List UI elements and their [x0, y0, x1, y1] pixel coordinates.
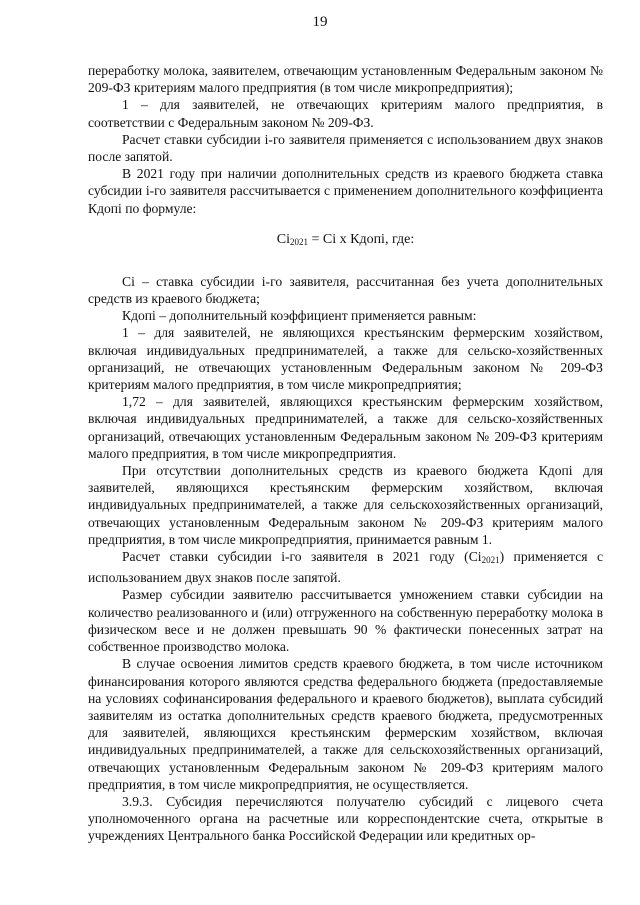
- paragraph: В случае освоения лимитов средств краевого бюджета, в том числе источником финансирования которого являются средства федерального бюджета (предоставляемые на условиях софинансирования федерального и краевого бюджетов), выплата субсидий заявителям из остатка дополнительных средств краевого бюджета, предусмотренных для заявителей, являющихся крестьянским фермерским хозяйством, включая индивидуальных предпринимателей, а также для сельскохозяйственных организаций, отвечающих установленным Федеральным законом № 209-ФЗ критериям малого предприятия, в том числе микропредприятия, не осуществляется.: [88, 656, 603, 792]
- paragraph: В 2021 году при наличии дополнительных средств из краевого бюджета ставка субсидии i-го заявителя рассчитывается с применением дополнительного коэффициента Кдопi по формуле:: [88, 166, 603, 216]
- paragraph-text-after: ) применяется с использованием двух знаков после запятой.: [88, 549, 603, 586]
- paragraph: При отсутствии дополнительных средств из краевого бюджета Кдопi для заявителей, являющихся крестьянским фермерским хозяйством, включая индивидуальных предпринимателей, а также для сельскохозяйственных организаций, отвечающих установленным Федеральным законом № 209-ФЗ критериям малого предприятия, в том числе микропредприятия, принимается равным 1.: [88, 463, 603, 547]
- paragraph: Кдопi – дополнительный коэффициент применяется равным:: [122, 308, 477, 324]
- paragraph: Ci – ставка субсидии i-го заявителя, рассчитанная без учета дополнительных средств из краевого бюджета;: [88, 273, 603, 307]
- formula-rhs: = Ci х Кдопi, где:: [307, 231, 415, 247]
- paragraph: Размер субсидии заявителю рассчитывается умножением ставки субсидии на количество реализованного и (или) отгруженного на собственную переработку молока в физическом весе и не должен превышать 90 % фактически понесенных затрат на собственное производство молока.: [88, 587, 603, 655]
- formula: [88, 231, 603, 251]
- paragraph: 1 – для заявителей, не являющихся крестьянским фермерским хозяйством, включая индивидуальных предпринимателей, а также для сельско-хозяйственных организаций, не отвечающих установленным Федеральным законом № 209-ФЗ критериям малого предприятия, в том числе микропредприятия;: [88, 325, 603, 393]
- paragraph: Расчет ставки субсидии i-го заявителя применяется с использованием двух знаков после запятой.: [88, 131, 603, 165]
- paragraph-text-before: Расчет ставки субсидии i-го заявителя в 2021 году (Ci: [122, 549, 482, 565]
- formula-lhs-subscript: 2021: [289, 236, 308, 247]
- paragraph: 1,72 – для заявителей, являющихся крестьянским фермерским хозяйством, включая индивидуальных предпринимателей, а также для сельско-хозяйственных организаций, отвечающих установленным Федеральным законом № 209-ФЗ критериям малого предприятия, в том числе микропредприятия.: [88, 394, 603, 461]
- paragraph-subscript: 2021: [481, 555, 500, 566]
- paragraph: 3.9.3. Субсидия перечисляются получателю субсидий с лицевого счета уполномоченного органа на расчетные или корреспондентские счета, открытые в учреждениях Центрального банка Российской Федерации или кредитных ор-: [88, 793, 603, 844]
- paragraph: [88, 548, 603, 586]
- page-number: 19: [312, 14, 328, 30]
- document-body: [88, 62, 603, 845]
- formula-lhs: Ci: [276, 231, 290, 247]
- paragraph: переработку молока, заявителем, отвечающим установленным Федеральным законом № 209-ФЗ критериям малого предприятия (в том числе микропредприятия);: [88, 63, 603, 96]
- paragraph: 1 – для заявителей, не отвечающих критериям малого предприятия, в соответствии с Федеральным законом № 209-ФЗ.: [88, 97, 603, 130]
